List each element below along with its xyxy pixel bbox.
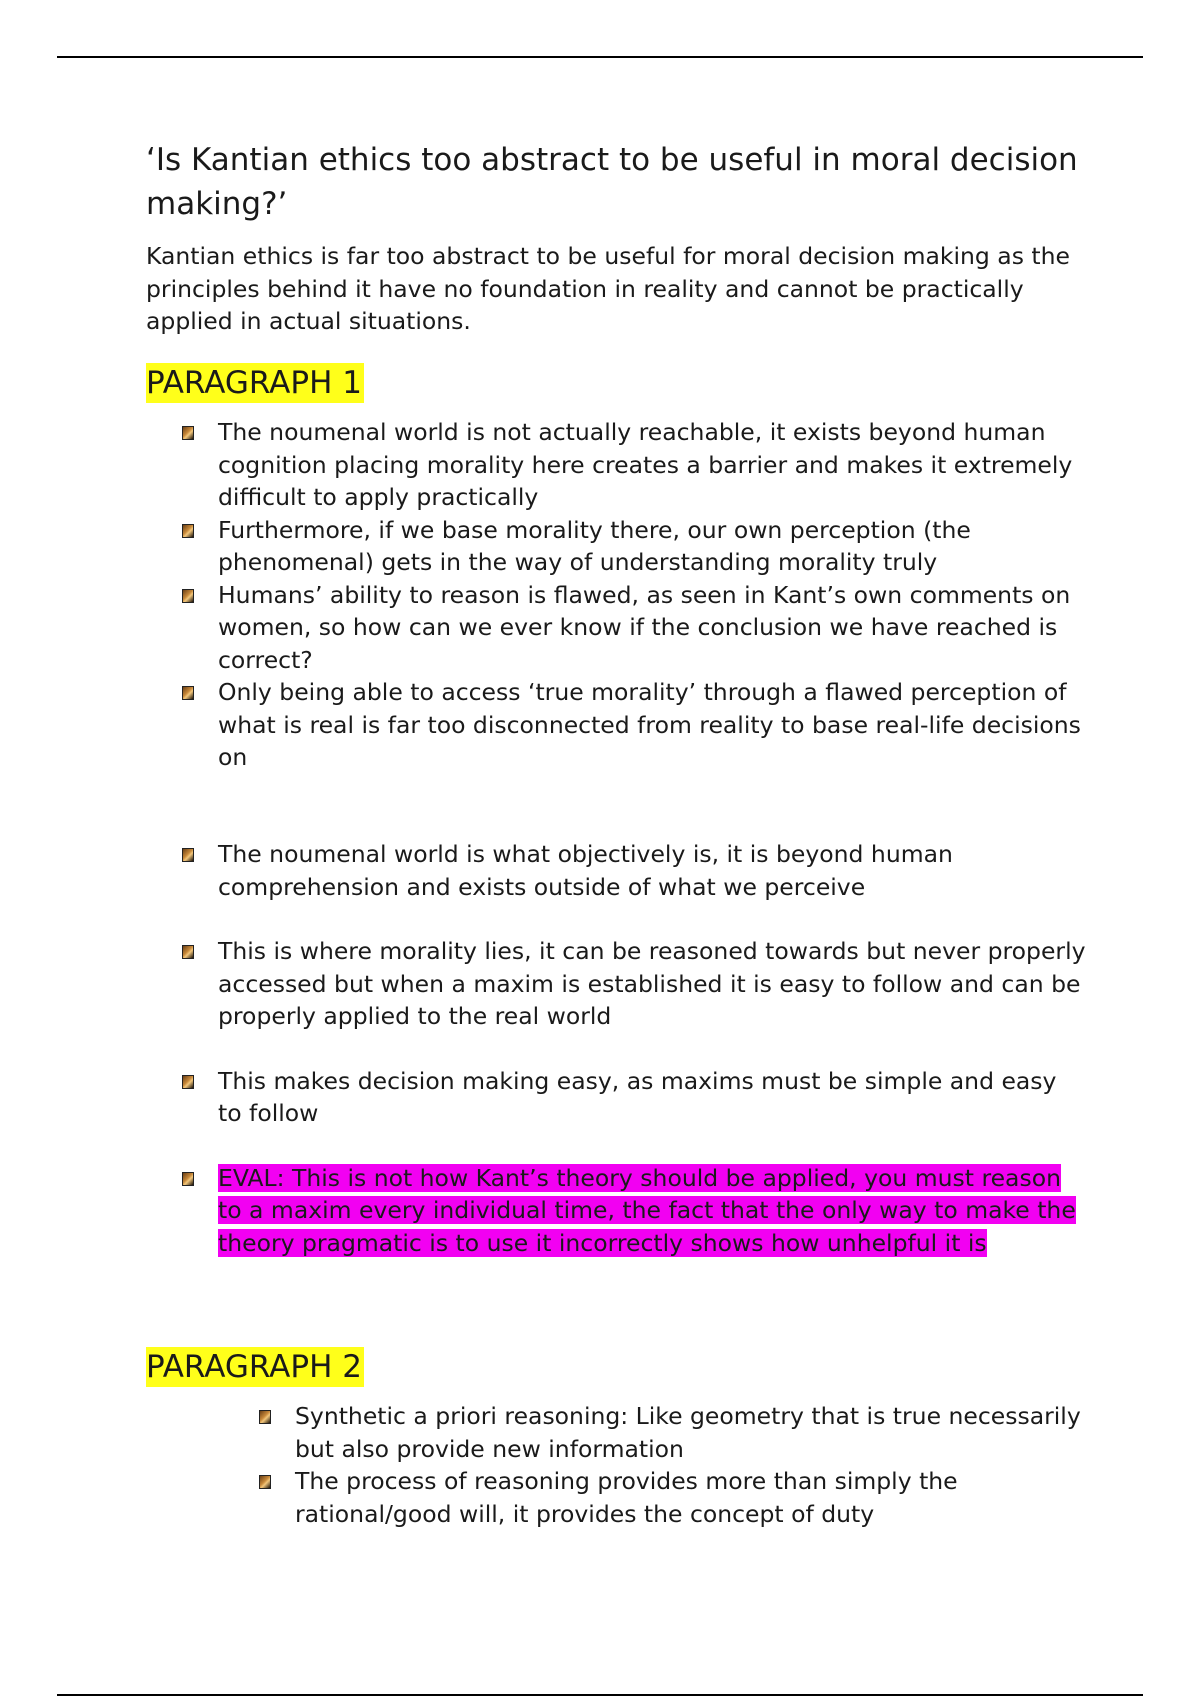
footer-rule [57, 1694, 1143, 1696]
square-bullet-icon [182, 945, 194, 959]
list-item-text: Humans’ ability to reason is flawed, as seen in Kant’s own comments on women, so how can we ever know if the conclusion we have reached is correct? [218, 580, 1071, 674]
square-bullet-icon [259, 1475, 271, 1489]
list-item [146, 579, 1086, 677]
evaluation-text: EVAL: This is not how Kant’s theory should be applied, you must reason to a maxim every individual time, the fact that the only way to make the theory pragmatic is to use it incorrectly shows how unhelpful it is [218, 1163, 1076, 1257]
square-bullet-icon [182, 1075, 194, 1089]
square-bullet-icon [182, 848, 194, 862]
list-item [146, 838, 1086, 903]
list-item-text: This makes decision making easy, as maxims must be simple and easy to follow [218, 1066, 1057, 1127]
list-item-text: Only being able to access ‘true morality’ through a flawed perception of what is real is far too disconnected from reality to base real-life decisions on [218, 678, 1081, 771]
evaluation-item [146, 1162, 1086, 1260]
list-item-text: The noumenal world is not actually reachable, it exists beyond human cognition placing morality here creates a barrier and makes it extremely difficult to apply practically [218, 418, 1073, 511]
square-bullet-icon [182, 589, 194, 603]
paragraph-1-counterpoints [146, 838, 1086, 1291]
paragraph-1-heading: PARAGRAPH 1 [146, 365, 362, 401]
square-bullet-icon [182, 524, 194, 538]
square-bullet-icon [259, 1410, 271, 1424]
square-bullet-icon [182, 686, 194, 700]
paragraph-2-heading: PARAGRAPH 2 [146, 1349, 362, 1385]
square-bullet-icon [182, 1172, 194, 1186]
list-item [146, 514, 1086, 579]
paragraph-1-points [146, 416, 1086, 774]
list-item [223, 1400, 1086, 1465]
paragraph-2-points [223, 1400, 1086, 1530]
list-item [146, 416, 1086, 514]
list-item-text: The noumenal world is what objectively is, it is beyond human comprehension and exists outside of what we perceive [218, 840, 953, 901]
list-item-text: Synthetic a priori reasoning: Like geometry that is true necessarily but also provide new information [295, 1402, 1081, 1463]
list-item [146, 676, 1086, 774]
list-item-text: Furthermore, if we base morality there, our own perception (the phenomenal) gets in the way of understanding morality truly [218, 515, 971, 576]
square-bullet-icon [182, 426, 194, 440]
intro-paragraph: Kantian ethics is far too abstract to be useful for moral decision making as the principles behind it have no foundation in reality and cannot be practically applied in actual situations. [146, 242, 1070, 335]
list-item-text: This is where morality lies, it can be reasoned towards but never properly accessed but when a maxim is established it is easy to follow and can be properly applied to the real world [218, 937, 1086, 1030]
list-item-text: The process of reasoning provides more than simply the rational/good will, it provides the concept of duty [295, 1467, 958, 1528]
header-rule [57, 56, 1143, 58]
list-item [146, 935, 1086, 1033]
document-body [146, 138, 1086, 1528]
list-item [146, 1065, 1086, 1130]
document-title: ‘Is Kantian ethics too abstract to be useful in moral decision making?’ [146, 142, 1078, 222]
list-item [223, 1465, 1086, 1530]
